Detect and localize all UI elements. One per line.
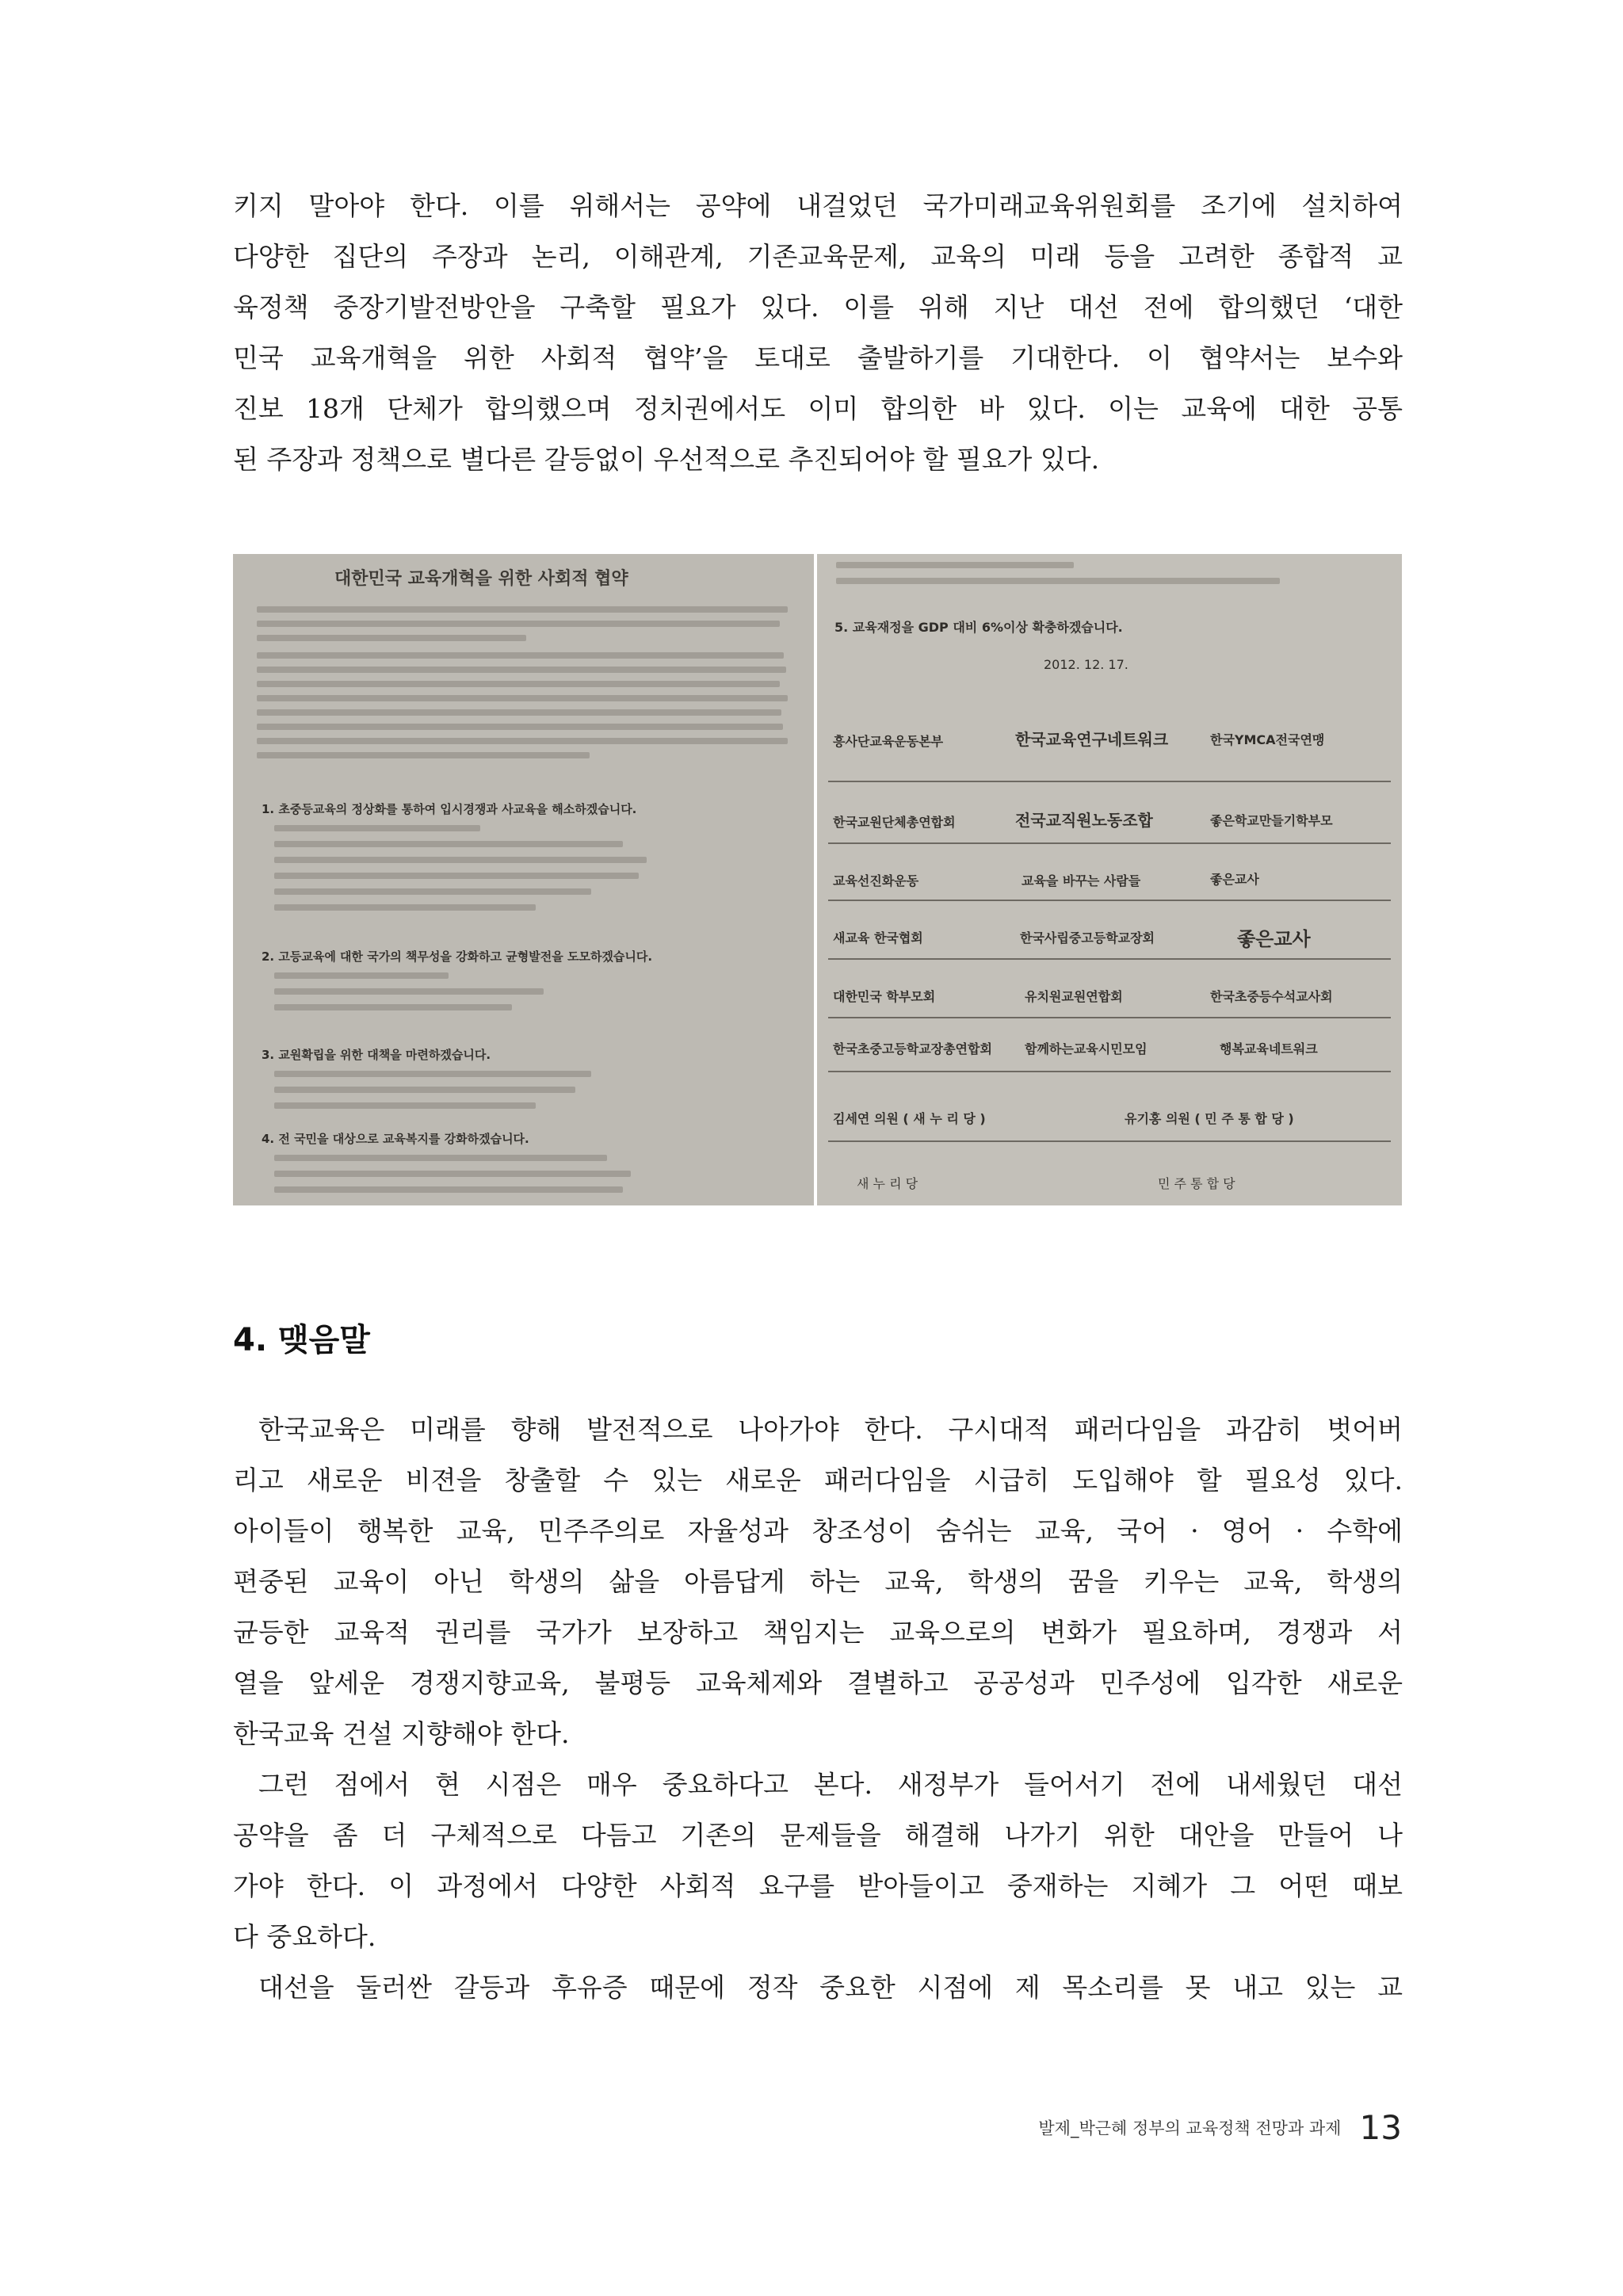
text-line: 리고 새로운 비젼을 창출할 수 있는 새로운 패러다임을 시급히 도입해야 할 필요성 있다.	[233, 1465, 1403, 1496]
org-name: 전국교직원노동조합	[1015, 811, 1153, 830]
agreement-item: 1. 초중등교육의 정상화를 통하여 입시경쟁과 사교육을 해소하겠습니다.	[262, 802, 637, 816]
text-line: 한국교육 건설 지향해야 한다.	[233, 1718, 570, 1749]
org-name: 행복교육네트워크	[1220, 1041, 1318, 1056]
page-footer	[872, 2108, 1402, 2156]
org-name: 교육선진화운동	[833, 873, 919, 888]
org-name: 함께하는교육시민모임	[1025, 1041, 1148, 1056]
text-line: 한국교육은 미래를 향해 발전적으로 나아가야 한다. 구시대적 패러다임을 과감히 벗어버	[258, 1414, 1403, 1445]
text-line: 가야 한다. 이 과정에서 다양한 사회적 요구를 받아들이고 중재하는 지혜가 그 어떤 때보	[233, 1870, 1403, 1901]
org-name: 한국초중고등학교장총연합회	[833, 1041, 992, 1056]
text-line: 다 중요하다.	[233, 1921, 376, 1952]
text-line: 열을 앞세운 경쟁지향교육, 불평등 교육체제와 결별하고 공공성과 민주성에 입각한 새로운	[233, 1668, 1403, 1698]
party-name: 민 주 통 합 당	[1158, 1176, 1235, 1191]
agreement-item: 4. 전 국민을 대상으로 교육복지를 강화하겠습니다.	[262, 1132, 529, 1146]
org-name: 새교육 한국협회	[833, 930, 923, 946]
org-name: 대한민국 학부모회	[833, 989, 936, 1004]
org-name: 좋은교사	[1210, 872, 1259, 887]
org-name: 한국초중등수석교사회	[1210, 989, 1333, 1004]
section-heading: 4. 맺음말	[233, 1322, 370, 1358]
top-paragraph	[233, 181, 1403, 485]
agreement-photo-right	[817, 554, 1402, 1205]
org-name: 유치원교원연합회	[1025, 989, 1123, 1004]
org-name: 좋은학교만들기학부모	[1210, 813, 1333, 828]
text-line: 편중된 교육이 아닌 학생의 삶을 아름답게 하는 교육, 학생의 꿈을 키우는 교육, 학생의	[233, 1566, 1403, 1597]
agreement-title: 대한민국 교육개혁을 위한 사회적 협약	[334, 569, 628, 589]
party-name: 새 누 리 당	[857, 1176, 918, 1191]
signer: 유기홍 의원 ( 민 주 통 합 당 )	[1125, 1111, 1294, 1126]
agreement-item: 5. 교육재정을 GDP 대비 6%이상 확충하겠습니다.	[834, 620, 1123, 635]
text-line: 대선을 둘러싼 갈등과 후유증 때문에 정작 중요한 시점에 제 목소리를 못 내고 있는 교	[258, 1972, 1403, 2003]
text-line: 다양한 집단의 주장과 논리, 이해관계, 기존교육문제, 교육의 미래 등을 고려한 종합적 교	[233, 241, 1403, 272]
text-line: 아이들이 행복한 교육, 민주주의로 자율성과 창조성이 숨쉬는 교육, 국어 · 영어 · 수학에	[233, 1515, 1403, 1546]
org-name: 한국사립중고등학교장회	[1020, 930, 1155, 946]
org-name: 한국YMCA전국연맹	[1210, 732, 1325, 747]
text-line: 육정책 중장기발전방안을 구축할 필요가 있다. 이를 위해 지난 대선 전에 합의했던 ‘대한	[233, 292, 1403, 323]
body-paragraph	[233, 1404, 1403, 2013]
text-line: 민국 교육개혁을 위한 사회적 협약’을 토대로 출발하기를 기대한다. 이 협약서는 보수와	[233, 342, 1403, 373]
text-line: 진보 18개 단체가 합의했으며 정치권에서도 이미 합의한 바 있다. 이는 교육에 대한 공통	[233, 393, 1403, 424]
org-name: 좋은교사	[1237, 928, 1311, 950]
org-name: 교육을 바꾸는 사람들	[1022, 873, 1141, 888]
signer: 김세연 의원 ( 새 누 리 당 )	[833, 1111, 986, 1126]
text-line: 균등한 교육적 권리를 국가가 보장하고 책임지는 교육으로의 변화가 필요하며, 경쟁과 서	[233, 1617, 1403, 1648]
text-line: 된 주장과 정책으로 별다른 갈등없이 우선적으로 추진되어야 할 필요가 있다.	[233, 444, 1100, 475]
agreement-item: 3. 교원확립을 위한 대책을 마련하겠습니다.	[262, 1048, 491, 1062]
org-name: 한국교원단체총연합회	[833, 815, 956, 830]
org-name: 흥사단교육운동본부	[833, 734, 944, 749]
text-line: 키지 말아야 한다. 이를 위해서는 공약에 내걸었던 국가미래교육위원회를 조기에 설치하여	[233, 190, 1403, 221]
agreement-photo-left	[233, 554, 814, 1205]
agreement-date: 2012. 12. 17.	[1044, 657, 1128, 672]
running-footer-title: 발제_박근혜 정부의 교육정책 전망과 과제	[1038, 2118, 1342, 2138]
agreement-item: 2. 고등교육에 대한 국가의 책무성을 강화하고 균형발전을 도모하겠습니다.	[262, 949, 653, 964]
text-line: 그런 점에서 현 시점은 매우 중요하다고 본다. 새정부가 들어서기 전에 내세웠던 대선	[258, 1769, 1403, 1800]
text-line: 공약을 좀 더 구체적으로 다듬고 기존의 문제들을 해결해 나가기 위한 대안을 만들어 나	[233, 1820, 1403, 1851]
page-number: 13	[1359, 2108, 1402, 2147]
org-name: 한국교육연구네트워크	[1015, 730, 1169, 749]
